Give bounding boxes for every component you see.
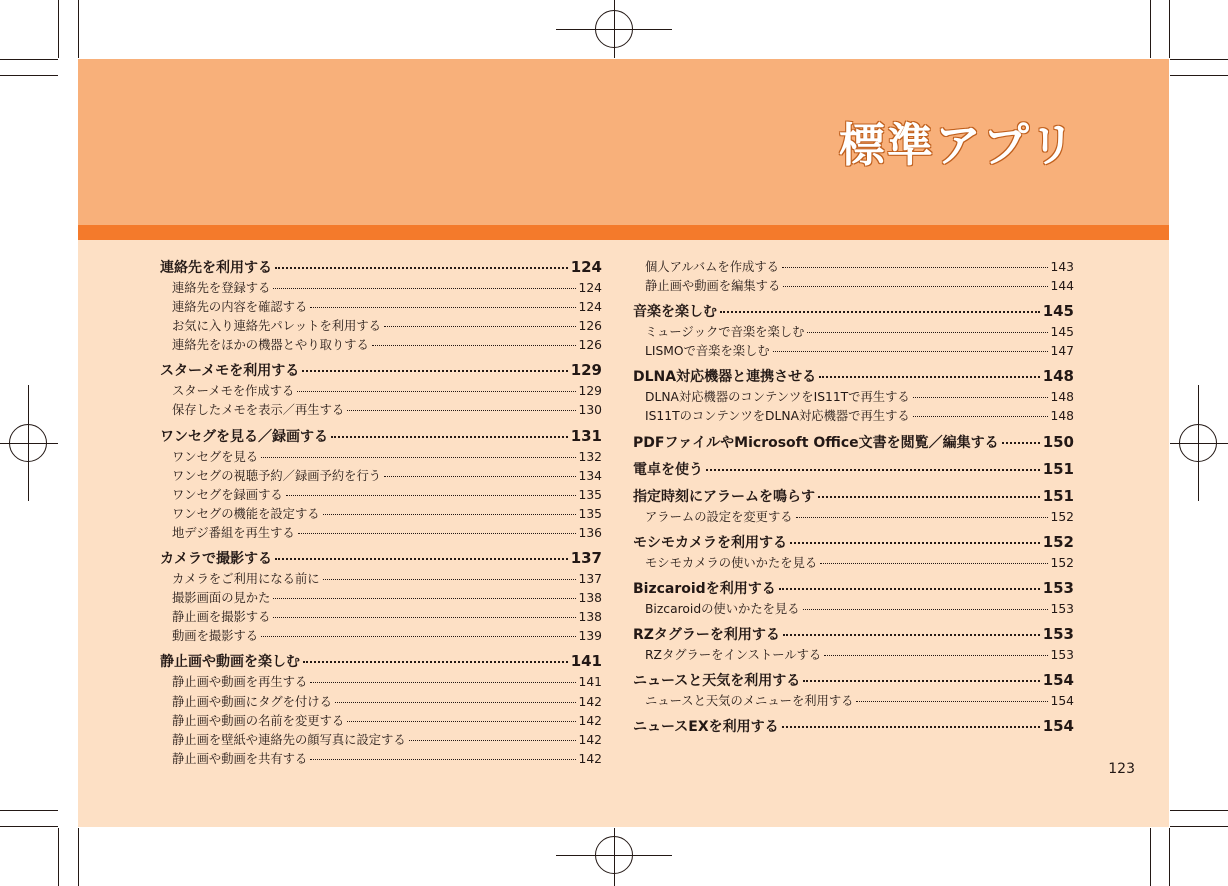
toc-entry-label: カメラをご利用になる前に xyxy=(172,572,320,587)
toc-entry[interactable] xyxy=(633,406,1074,425)
leader-dots xyxy=(372,345,576,346)
toc-entry[interactable] xyxy=(633,645,1074,664)
leader-dots xyxy=(310,682,575,683)
toc-entry-label: ワンセグを見る xyxy=(172,449,259,464)
toc-entry-label: RZタグラーをインストールする xyxy=(645,647,822,662)
toc-section xyxy=(633,257,1074,295)
toc-entry-page: 124 xyxy=(578,281,602,295)
toc-entry-page: 153 xyxy=(1050,601,1074,616)
leader-dots xyxy=(783,286,1047,287)
toc-entry-label: 静止画や動画にタグを付ける xyxy=(172,694,332,709)
toc-entry[interactable] xyxy=(160,607,602,626)
toc-heading-label: ワンセグを見る／録画する xyxy=(160,428,328,445)
leader-dots xyxy=(773,351,1048,352)
leader-dots xyxy=(779,588,1040,590)
leader-dots xyxy=(818,496,1040,498)
leader-dots xyxy=(856,701,1047,702)
leader-dots xyxy=(803,609,1048,610)
toc-heading-page: 152 xyxy=(1042,532,1074,551)
toc-entry-label: お気に入り連絡先パレットを利用する xyxy=(172,319,381,334)
toc-entry[interactable] xyxy=(160,749,602,768)
toc-heading-label: モシモカメラを利用する xyxy=(633,534,787,551)
toc-heading-label: ニュースEXを利用する xyxy=(633,719,779,736)
toc-heading[interactable] xyxy=(633,301,1074,322)
toc-heading[interactable] xyxy=(633,532,1074,553)
toc-entry-page: 126 xyxy=(578,319,602,334)
toc-section xyxy=(633,624,1074,664)
toc-entry-page: 129 xyxy=(578,384,602,399)
toc-heading-label: PDFファイルやMicrosoft Office文書を閲覧／編集する xyxy=(633,434,999,451)
leader-dots xyxy=(261,457,575,458)
toc-heading-page: 150 xyxy=(1042,432,1074,451)
toc-entry[interactable] xyxy=(160,335,602,354)
toc-entry-page: 153 xyxy=(1050,647,1074,662)
toc-entry[interactable] xyxy=(160,588,602,607)
leader-dots xyxy=(409,740,576,741)
toc-entry[interactable] xyxy=(633,276,1074,295)
toc-heading[interactable] xyxy=(633,624,1074,645)
toc-heading-page: 129 xyxy=(570,361,602,380)
leader-dots xyxy=(347,721,575,722)
toc-heading[interactable] xyxy=(633,716,1074,737)
toc-heading-label: 電卓を使う xyxy=(633,461,703,478)
leader-dots xyxy=(275,267,568,269)
toc-entry[interactable] xyxy=(633,341,1074,360)
toc-heading-page: 124 xyxy=(570,258,602,276)
toc-entry-label: 地デジ番組を再生する xyxy=(172,525,295,540)
leader-dots xyxy=(261,636,575,637)
leader-dots xyxy=(273,598,575,599)
toc-heading[interactable] xyxy=(633,366,1074,387)
leader-dots xyxy=(347,410,575,411)
toc-entry[interactable] xyxy=(633,691,1074,710)
toc-section xyxy=(633,532,1074,572)
toc-entry-label: 静止画を撮影する xyxy=(172,610,271,625)
toc-entry-page: 148 xyxy=(1050,390,1074,405)
toc-entry-label: 連絡先をほかの機器とやり取りする xyxy=(172,338,369,353)
toc-heading[interactable] xyxy=(633,578,1074,599)
toc-heading[interactable] xyxy=(633,459,1074,480)
toc-heading-page: 141 xyxy=(570,652,602,671)
toc-right-column xyxy=(633,257,1074,737)
leader-dots xyxy=(273,617,575,618)
leader-dots xyxy=(273,288,575,289)
toc-heading-label: ニュースと天気を利用する xyxy=(633,672,801,689)
leader-dots xyxy=(303,661,568,663)
toc-entry-page: 142 xyxy=(578,694,602,709)
toc-entry-label: 静止画や動画を編集する xyxy=(645,279,781,294)
toc-entry-page: 124 xyxy=(578,300,602,315)
toc-heading-label: DLNA対応機器と連携させる xyxy=(633,369,817,386)
toc-entry-page: 142 xyxy=(578,751,602,766)
toc-entry-label: ミュージックで音楽を楽しむ xyxy=(645,325,805,340)
toc-entry-page: 136 xyxy=(578,525,602,540)
toc-entry-label: Bizcaroidの使いかたを見る xyxy=(645,601,800,616)
toc-entry-page: 148 xyxy=(1050,409,1074,424)
toc-entry-page: 152 xyxy=(1050,555,1074,570)
toc-heading-label: スターメモを利用する xyxy=(160,363,300,380)
toc-section xyxy=(633,301,1074,360)
toc-heading-page: 154 xyxy=(1042,717,1074,736)
toc-heading-page: 151 xyxy=(1042,459,1074,478)
toc-entry-label: 動画を撮影する xyxy=(172,629,259,644)
toc-entry-label: ワンセグを録画する xyxy=(172,487,283,502)
leader-dots xyxy=(819,376,1040,378)
leader-dots xyxy=(302,370,567,372)
leader-dots xyxy=(790,542,1040,544)
toc-heading-label: 指定時刻にアラームを鳴らす xyxy=(633,488,815,505)
toc-entry-page: 154 xyxy=(1050,693,1074,708)
toc-heading[interactable] xyxy=(160,360,602,381)
toc-entry[interactable] xyxy=(160,730,602,749)
toc-entry-label: 静止画や動画を再生する xyxy=(172,675,308,690)
header-band xyxy=(78,59,1169,225)
toc-entry-label: 撮影画面の見かた xyxy=(172,591,271,606)
toc-entry[interactable] xyxy=(160,466,602,485)
leader-dots xyxy=(275,558,568,560)
leader-dots xyxy=(807,332,1047,333)
toc-entry[interactable] xyxy=(160,485,602,504)
toc-entry-label: ニュースと天気のメニューを利用する xyxy=(645,693,854,708)
toc-entry[interactable] xyxy=(160,504,602,523)
toc-entry-label: スターメモを作成する xyxy=(172,384,295,399)
toc-heading-page: 145 xyxy=(1042,302,1074,321)
leader-dots xyxy=(310,759,575,760)
toc-heading-page: 137 xyxy=(570,549,602,568)
toc-section xyxy=(633,366,1074,425)
toc-entry-page: 145 xyxy=(1050,325,1074,340)
toc-entry[interactable] xyxy=(633,507,1074,526)
toc-heading-page: 151 xyxy=(1042,486,1074,505)
leader-dots xyxy=(782,726,1040,728)
toc-entry[interactable] xyxy=(160,569,602,588)
toc-section xyxy=(160,426,602,542)
toc-entry-label: 個人アルバムを作成する xyxy=(645,260,779,274)
toc-section xyxy=(160,548,602,645)
toc-entry[interactable] xyxy=(160,626,602,645)
toc-entry[interactable] xyxy=(160,523,602,542)
toc-heading[interactable] xyxy=(633,432,1074,453)
toc-entry-page: 132 xyxy=(578,449,602,464)
toc-section xyxy=(633,716,1074,737)
toc-entry-page: 135 xyxy=(578,487,602,502)
leader-dots xyxy=(824,655,1047,656)
toc-heading-label: 連絡先を利用する xyxy=(160,260,272,276)
toc-entry-label: 連絡先を登録する xyxy=(172,281,271,295)
toc-entry[interactable] xyxy=(160,381,602,400)
toc-section xyxy=(160,257,602,354)
toc-entry[interactable] xyxy=(160,400,602,419)
toc-entry-page: 138 xyxy=(578,610,602,625)
toc-section xyxy=(633,459,1074,480)
toc-heading[interactable] xyxy=(633,670,1074,691)
toc-entry[interactable] xyxy=(633,322,1074,341)
toc-entry[interactable] xyxy=(633,387,1074,406)
toc-entry-page: 126 xyxy=(578,338,602,353)
leader-dots xyxy=(323,514,576,515)
toc-section xyxy=(633,578,1074,618)
toc-entry-label: 静止画や動画の名前を変更する xyxy=(172,713,345,728)
toc-entry-label: IS11TのコンテンツをDLNA対応機器で再生する xyxy=(645,409,910,424)
page-title: 標準アプリ xyxy=(838,118,1077,172)
toc-entry-label: ワンセグの機能を設定する xyxy=(172,506,320,521)
toc-heading[interactable] xyxy=(160,257,602,278)
toc-heading-label: 静止画や動画を楽しむ xyxy=(160,654,300,671)
toc-entry[interactable] xyxy=(160,672,602,691)
toc-heading-page: 131 xyxy=(570,426,602,445)
leader-dots xyxy=(796,517,1048,518)
page-number: 123 xyxy=(1108,761,1135,777)
toc-entry-page: 135 xyxy=(578,506,602,521)
leader-dots xyxy=(720,311,1040,313)
leader-dots xyxy=(913,397,1048,398)
leader-dots xyxy=(803,680,1039,682)
toc-entry[interactable] xyxy=(633,257,1074,276)
toc-entry-label: ワンセグの視聴予約／録画予約を行う xyxy=(172,468,382,483)
toc-entry[interactable] xyxy=(160,316,602,335)
toc-section xyxy=(633,432,1074,453)
toc-heading[interactable] xyxy=(160,651,602,672)
leader-dots xyxy=(783,634,1040,636)
toc-entry-label: LISMOで音楽を楽しむ xyxy=(645,344,770,359)
toc-entry-page: 130 xyxy=(578,403,602,418)
toc-page xyxy=(78,59,1169,827)
toc-entry-page: 142 xyxy=(578,713,602,728)
toc-entry[interactable] xyxy=(160,297,602,316)
toc-entry-page: 141 xyxy=(578,675,602,690)
toc-entry-label: 連絡先の内容を確認する xyxy=(172,300,308,315)
toc-heading-page: 148 xyxy=(1042,367,1074,386)
toc-heading[interactable] xyxy=(160,426,602,447)
leader-dots xyxy=(323,579,576,580)
leader-dots xyxy=(335,702,576,703)
toc-entry[interactable] xyxy=(633,553,1074,572)
leader-dots xyxy=(298,533,576,534)
toc-entry[interactable] xyxy=(160,711,602,730)
toc-heading-page: 153 xyxy=(1042,624,1074,643)
toc-heading-label: RZタグラーを利用する xyxy=(633,626,780,643)
toc-entry-page: 147 xyxy=(1050,344,1074,359)
toc-heading-page: 153 xyxy=(1042,578,1074,597)
toc-left-column xyxy=(160,257,602,768)
leader-dots xyxy=(384,326,576,327)
toc-entry-label: DLNA対応機器のコンテンツをIS11Tで再生する xyxy=(645,390,910,405)
toc-entry-page: 138 xyxy=(578,591,602,606)
toc-entry-page: 143 xyxy=(1050,260,1074,274)
leader-dots xyxy=(1002,442,1040,444)
leader-dots xyxy=(820,563,1047,564)
toc-entry-page: 142 xyxy=(578,732,602,747)
header-stripe xyxy=(78,225,1169,240)
leader-dots xyxy=(706,469,1040,471)
leader-dots xyxy=(297,391,575,392)
toc-heading-label: 音楽を楽しむ xyxy=(633,304,717,321)
toc-entry[interactable] xyxy=(160,278,602,297)
toc-heading[interactable] xyxy=(160,548,602,569)
toc-section xyxy=(633,670,1074,710)
toc-entry-label: 静止画や動画を共有する xyxy=(172,751,308,766)
toc-entry-label: アラームの設定を変更する xyxy=(645,509,793,524)
toc-entry-label: 静止画を壁紙や連絡先の顔写真に設定する xyxy=(172,732,406,747)
toc-section xyxy=(633,486,1074,526)
leader-dots xyxy=(384,476,575,477)
toc-entry[interactable] xyxy=(160,692,602,711)
leader-dots xyxy=(286,495,576,496)
toc-heading-label: カメラで撮影する xyxy=(160,551,272,568)
toc-heading-page: 154 xyxy=(1042,670,1074,689)
leader-dots xyxy=(913,416,1048,417)
toc-heading[interactable] xyxy=(633,486,1074,507)
toc-entry-page: 137 xyxy=(578,572,602,587)
leader-dots xyxy=(310,307,575,308)
toc-entry-page: 144 xyxy=(1050,279,1074,294)
toc-entry-page: 134 xyxy=(578,468,602,483)
leader-dots xyxy=(331,436,568,438)
toc-entry[interactable] xyxy=(160,447,602,466)
toc-entry-page: 139 xyxy=(578,629,602,644)
toc-entry-label: モシモカメラの使いかたを見る xyxy=(645,555,818,570)
toc-entry-label: 保存したメモを表示／再生する xyxy=(172,403,345,418)
toc-entry-page: 152 xyxy=(1050,509,1074,524)
toc-heading-label: Bizcaroidを利用する xyxy=(633,580,776,597)
leader-dots xyxy=(782,267,1048,268)
toc-entry[interactable] xyxy=(633,599,1074,618)
toc-section xyxy=(160,360,602,419)
toc-section xyxy=(160,651,602,767)
